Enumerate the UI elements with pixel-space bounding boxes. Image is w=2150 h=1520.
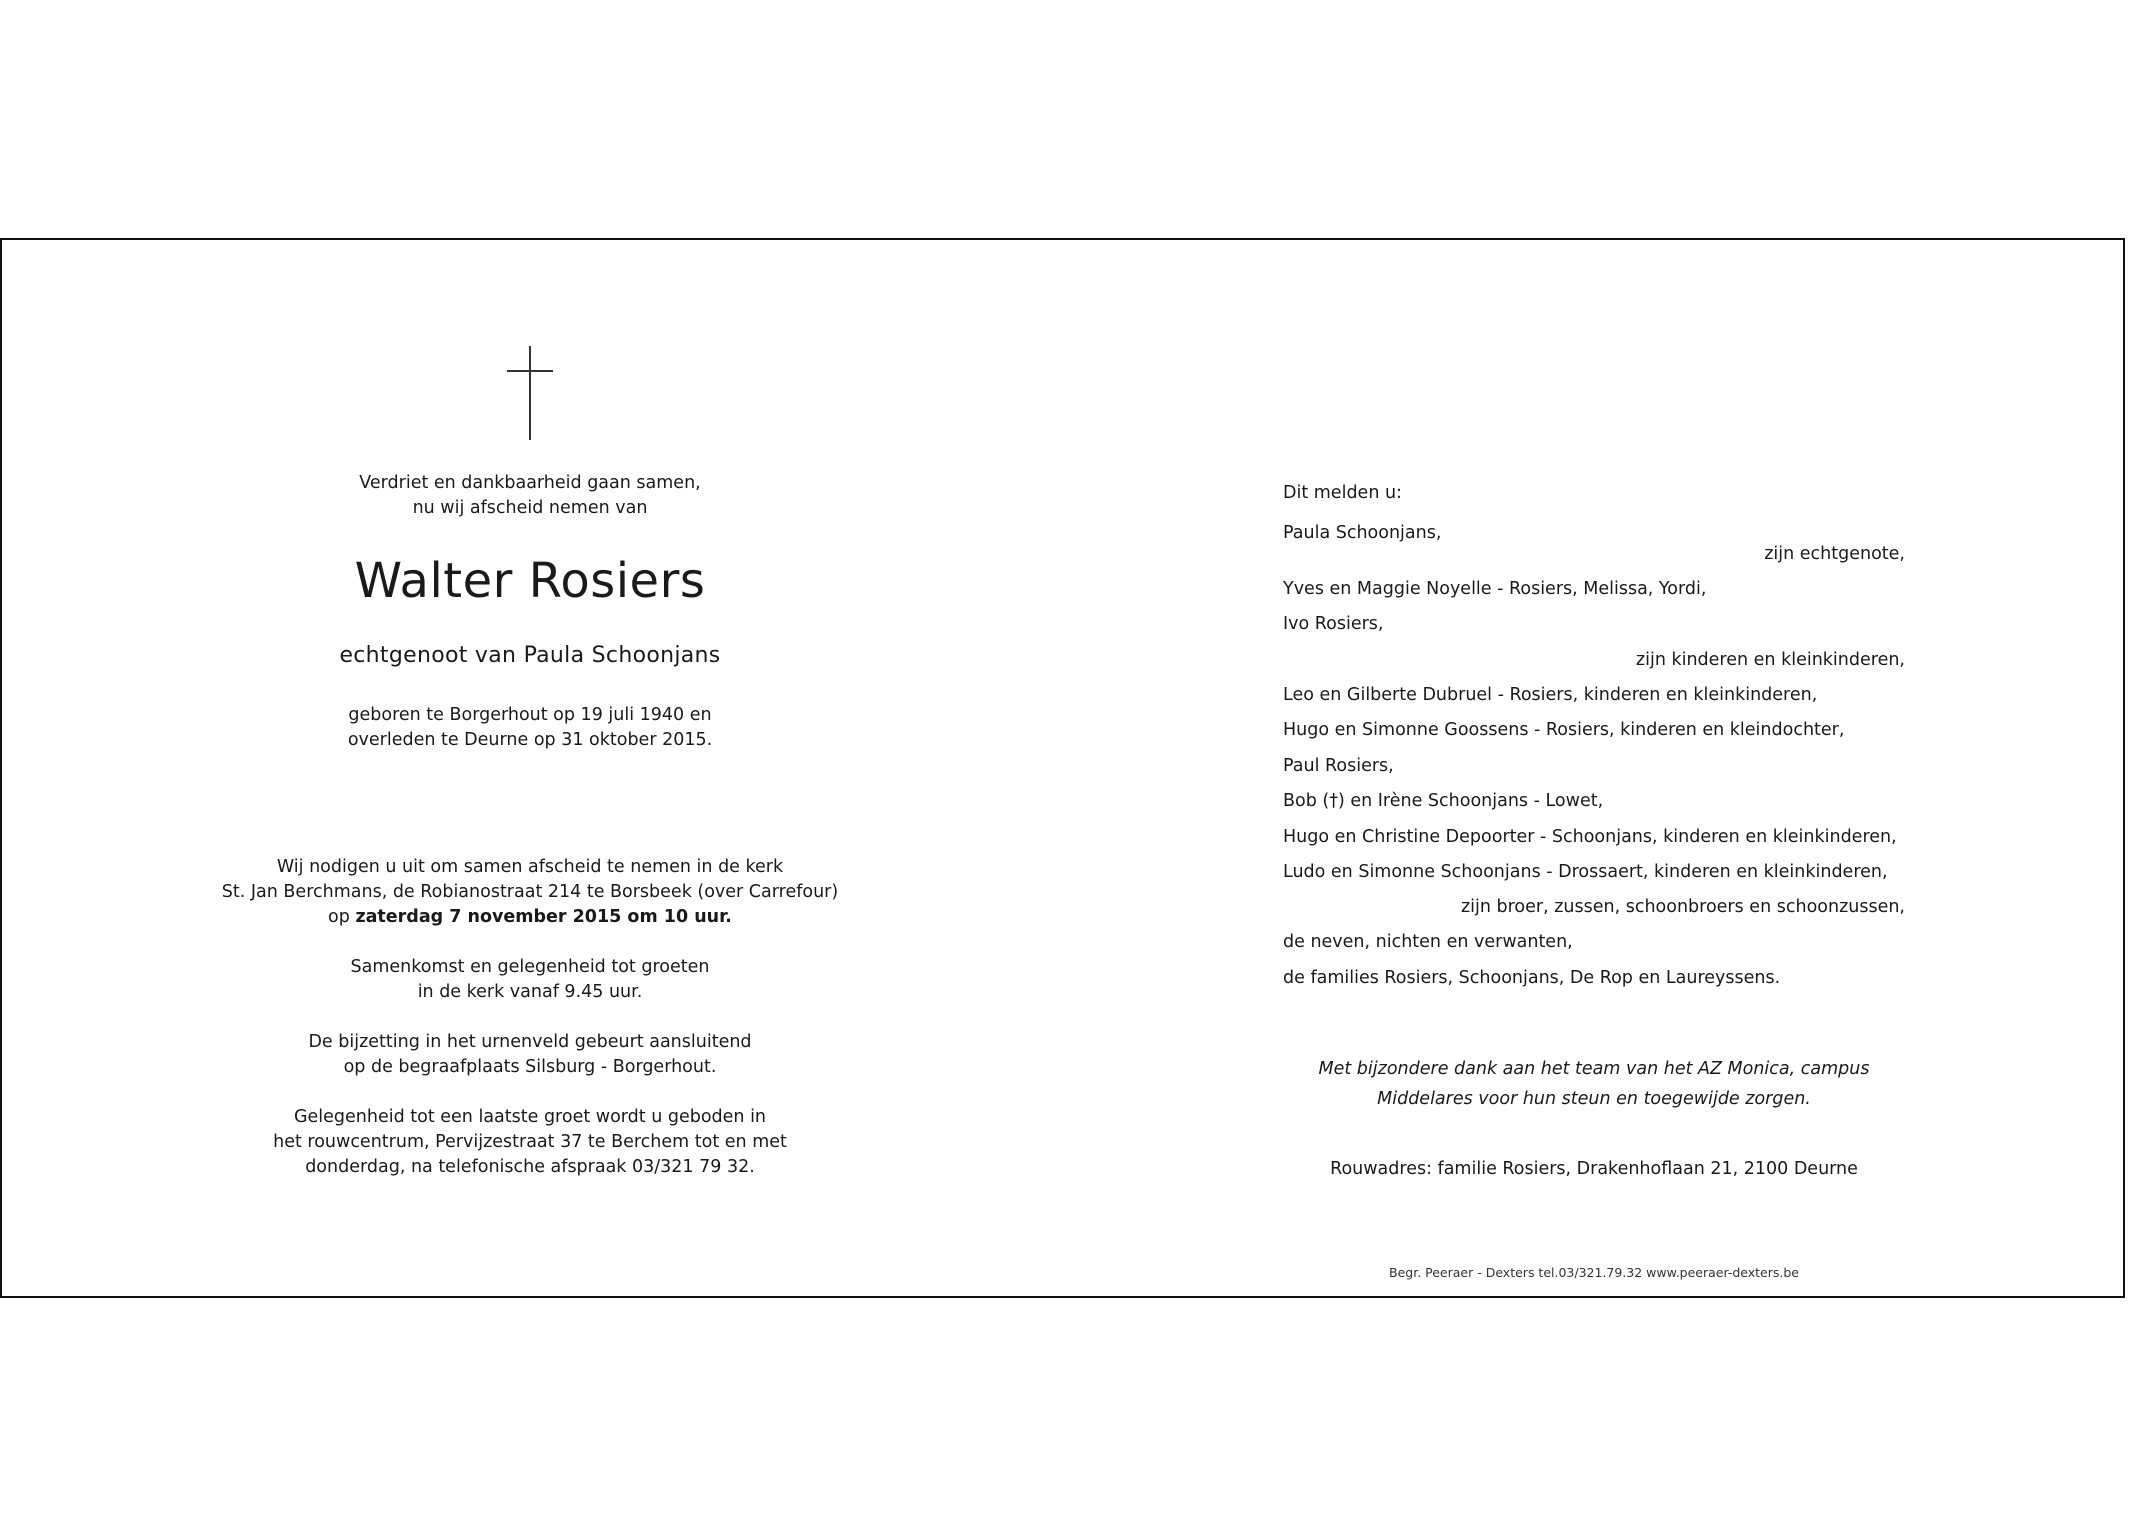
intro-line-2: nu wij afscheid nemen van bbox=[412, 498, 648, 518]
ceremony-date: zaterdag 7 november 2015 om 10 uur. bbox=[355, 907, 732, 927]
intro-text bbox=[180, 471, 880, 521]
life-dates bbox=[180, 703, 880, 753]
family-line: Yves en Maggie Noyelle - Rosiers, Melissa, Yordi, bbox=[1283, 579, 1707, 599]
visit-line-2: het rouwcentrum, Pervijzestraat 37 te Berchem tot en met bbox=[273, 1132, 787, 1152]
spouse-line: echtgenoot van Paula Schoonjans bbox=[339, 643, 721, 668]
thanks-line-2: Middelares voor hun steun en toegewijde zorgen. bbox=[1377, 1089, 1811, 1109]
family-line: Leo en Gilberte Dubruel - Rosiers, kinderen en kleinkinderen, bbox=[1283, 685, 1818, 705]
visit-info bbox=[180, 1105, 880, 1180]
birth-line: geboren te Borgerhout op 19 juli 1940 en bbox=[348, 705, 712, 725]
family-line: Paul Rosiers, bbox=[1283, 756, 1394, 776]
thanks-text bbox=[1283, 1054, 1905, 1114]
family-line: Ivo Rosiers, bbox=[1283, 614, 1384, 634]
deceased-name: Walter Rosiers bbox=[354, 553, 706, 609]
invite-line-3 bbox=[180, 905, 880, 930]
gathering-line-2: in de kerk vanaf 9.45 uur. bbox=[417, 982, 643, 1002]
intro-line-1: Verdriet en dankbaarheid gaan samen, bbox=[359, 473, 701, 493]
undertaker-footer: Begr. Peeraer - Dexters tel.03/321.79.32 www.peeraer-dexters.be bbox=[1389, 1265, 1799, 1280]
death-line: overleden te Deurne op 31 oktober 2015. bbox=[347, 730, 713, 750]
gathering-info bbox=[180, 955, 880, 1005]
relation-line: zijn broer, zussen, schoonbroers en schoonzussen, bbox=[1460, 897, 1905, 917]
visit-line-3: donderdag, na telefonische afspraak 03/321 79 32. bbox=[305, 1157, 755, 1177]
burial-line-1: De bijzetting in het urnenveld gebeurt aansluitend bbox=[308, 1032, 752, 1052]
gathering-line-1: Samenkomst en gelegenheid tot groeten bbox=[350, 957, 710, 977]
invite-line-2: St. Jan Berchmans, de Robianostraat 214 te Borsbeek (over Carrefour) bbox=[221, 882, 839, 902]
relation-line: zijn kinderen en kleinkinderen, bbox=[1635, 650, 1905, 670]
visit-line-1: Gelegenheid tot een laatste groet wordt u geboden in bbox=[293, 1107, 767, 1127]
relation-line: zijn echtgenote, bbox=[1764, 544, 1905, 564]
family-line: Hugo en Christine Depoorter - Schoonjans, kinderen en kleinkinderen, bbox=[1283, 827, 1897, 847]
invitation bbox=[180, 855, 880, 930]
family-line: Bob (†) en Irène Schoonjans - Lowet, bbox=[1283, 791, 1604, 811]
family-line: Ludo en Simonne Schoonjans - Drossaert, kinderen en kleinkinderen, bbox=[1283, 862, 1888, 882]
thanks-line-1: Met bijzondere dank aan het team van het AZ Monica, campus bbox=[1318, 1059, 1870, 1079]
cross-icon bbox=[507, 346, 553, 440]
burial-line-2: op de begraafplaats Silsburg - Borgerhout. bbox=[343, 1057, 717, 1077]
announce-line: Dit melden u: bbox=[1283, 483, 1402, 503]
family-line: de neven, nichten en verwanten, bbox=[1283, 932, 1573, 952]
invite-line-1: Wij nodigen u uit om samen afscheid te nemen in de kerk bbox=[276, 857, 784, 877]
family-line: Paula Schoonjans, bbox=[1283, 523, 1442, 543]
family-line: de families Rosiers, Schoonjans, De Rop en Laureyssens. bbox=[1283, 968, 1781, 988]
mourning-address: Rouwadres: familie Rosiers, Drakenhoflaan 21, 2100 Deurne bbox=[1330, 1159, 1858, 1179]
invite-op: op bbox=[328, 907, 356, 927]
burial-info bbox=[180, 1030, 880, 1080]
family-line: Hugo en Simonne Goossens - Rosiers, kinderen en kleindochter, bbox=[1283, 720, 1845, 740]
